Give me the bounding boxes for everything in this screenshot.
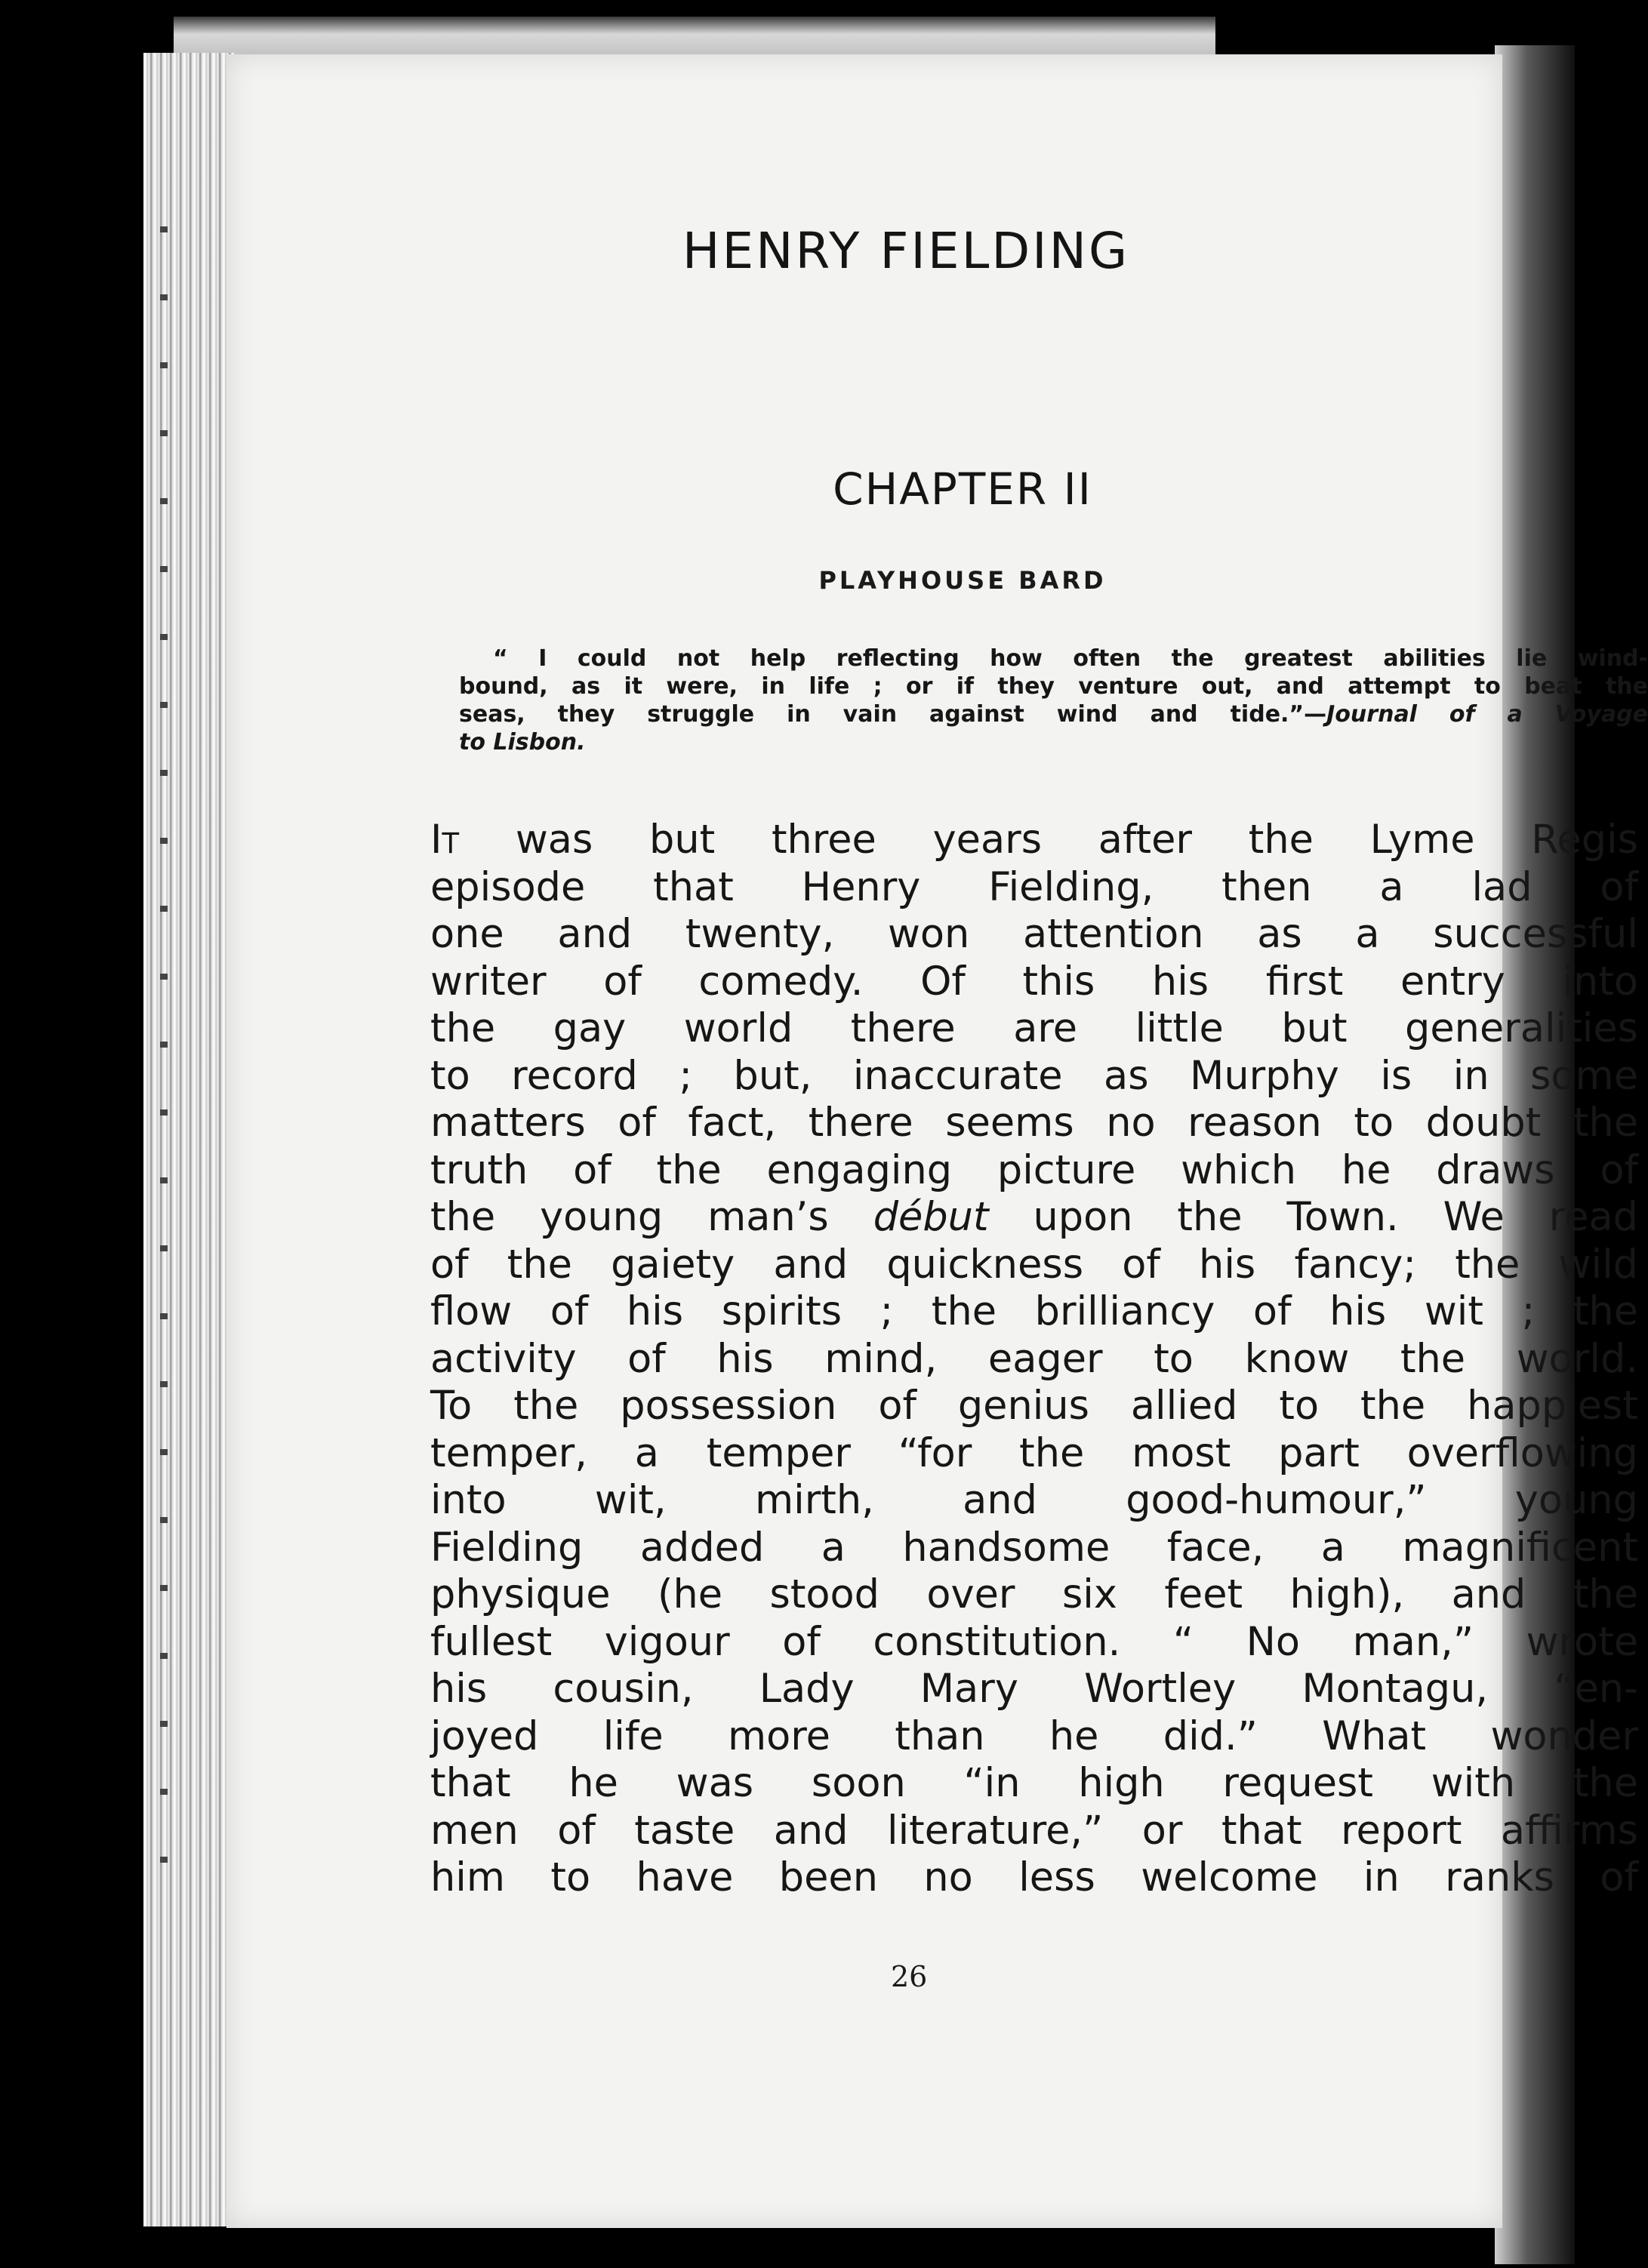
body-line-text: upon the Town. We read bbox=[988, 1194, 1638, 1240]
page-number: 26 bbox=[891, 1960, 928, 1993]
body-line: fullest vigour of constitution. “ No man,” wrote bbox=[430, 1618, 1638, 1665]
binding-marks bbox=[160, 226, 168, 1887]
body-line: the gay world there are little but generalities bbox=[430, 1005, 1638, 1051]
body-line: activity of his mind, eager to know the world. bbox=[430, 1335, 1638, 1382]
body-line: matters of fact, there seems no reason to doubt the bbox=[430, 1100, 1638, 1146]
body-line: episode that Henry Fielding, then a lad of bbox=[430, 863, 1638, 910]
body-text bbox=[430, 817, 1638, 1902]
book-page bbox=[226, 54, 1648, 2228]
dropcap-word: It bbox=[430, 817, 460, 863]
italic-word: début bbox=[873, 1194, 989, 1240]
body-line: To the possession of genius allied to the happiest bbox=[430, 1383, 1638, 1429]
epigraph-source: Journal of a Voyage bbox=[1326, 701, 1648, 728]
epigraph-line: bound, as it were, in life ; or if they venture out, and attempt to beat the bbox=[459, 673, 1648, 700]
epigraph-line bbox=[459, 700, 1648, 728]
body-line bbox=[430, 817, 1638, 864]
body-line: one and twenty, won attention as a successful bbox=[430, 911, 1638, 957]
body-line: joyed life more than he did.” What wonder bbox=[430, 1713, 1638, 1759]
body-line-text: the young man’s bbox=[430, 1194, 873, 1240]
body-line: writer of comedy. Of this his first entry into bbox=[430, 958, 1638, 1005]
body-line: him to have been no less welcome in ranks of bbox=[430, 1854, 1638, 1900]
epigraph-source-end: to Lisbon. bbox=[459, 729, 586, 755]
body-line: to record ; but, inaccurate as Murphy is in some bbox=[430, 1052, 1638, 1099]
chapter-subtitle: PLAYHOUSE BARD bbox=[818, 566, 1107, 595]
page-stack-edge bbox=[143, 53, 234, 2226]
body-line: temper, a temper “for the most part overflowing bbox=[430, 1429, 1638, 1476]
body-line: truth of the engaging picture which he draws of bbox=[430, 1146, 1638, 1193]
chapter-title: CHAPTER II bbox=[833, 463, 1092, 515]
body-line: into wit, mirth, and good-humour,” young bbox=[430, 1477, 1638, 1523]
body-line: men of taste and literature,” or that report affirms bbox=[430, 1807, 1638, 1854]
body-line-text: was but three years after the Lyme Regis bbox=[459, 817, 1638, 863]
epigraph bbox=[459, 645, 1648, 756]
epigraph-line bbox=[459, 728, 1648, 756]
running-head: HENRY FIELDING bbox=[682, 222, 1130, 280]
body-line: physique (he stood over six feet high), and the bbox=[430, 1571, 1638, 1617]
body-line: flow of his spirits ; the brilliancy of his wit ; the bbox=[430, 1288, 1638, 1334]
epigraph-text: seas, they struggle in vain against wind and tide.”— bbox=[459, 701, 1327, 728]
body-line: Fielding added a handsome face, a magnificent bbox=[430, 1524, 1638, 1571]
body-line: that he was soon “in high request with the bbox=[430, 1760, 1638, 1806]
body-line bbox=[430, 1194, 1638, 1242]
epigraph-line: “ I could not help reflecting how often the greatest abilities lie wind- bbox=[493, 645, 1648, 672]
body-line: of the gaiety and quickness of his fancy; the wild bbox=[430, 1241, 1638, 1288]
body-line: his cousin, Lady Mary Wortley Montagu, “en- bbox=[430, 1666, 1638, 1712]
